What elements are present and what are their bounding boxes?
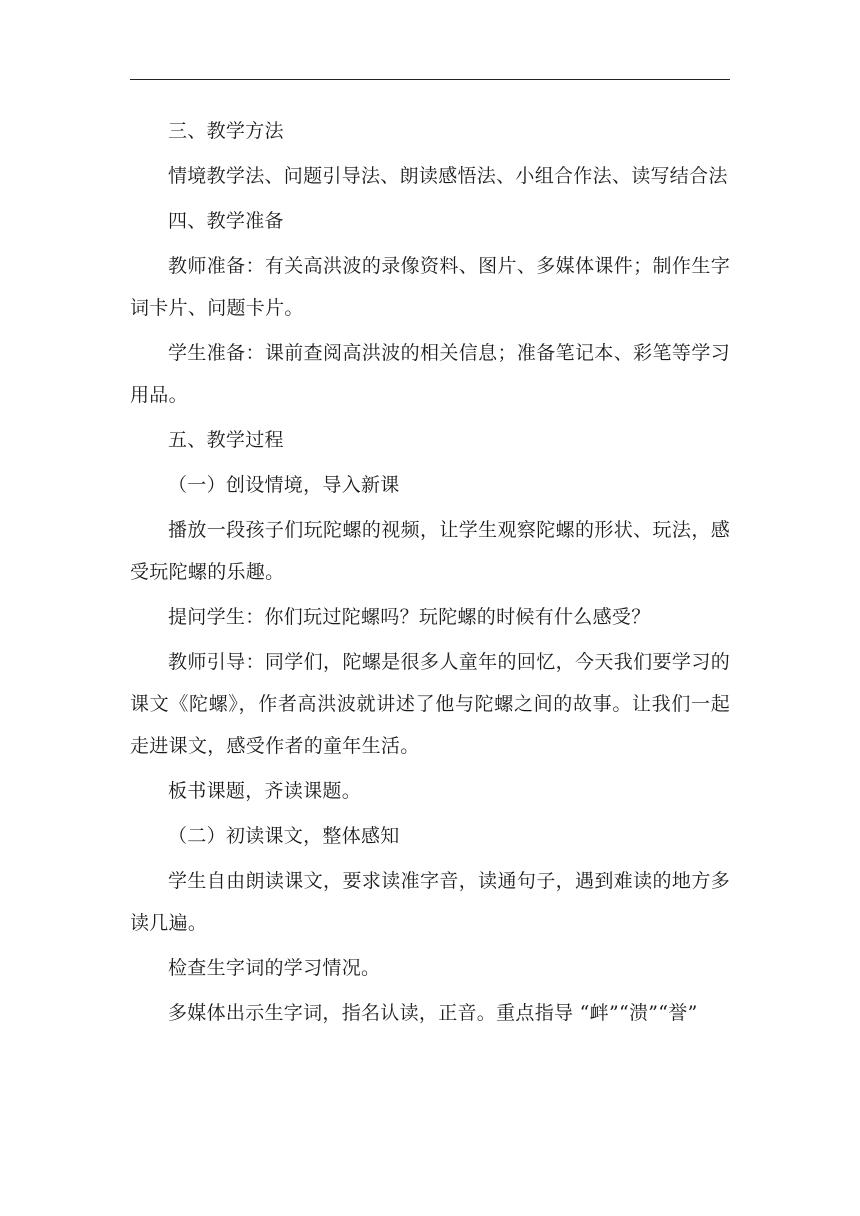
section-heading-teaching-process: 五、教学过程 (168, 429, 284, 451)
header-rule (130, 79, 730, 80)
paragraph-play-video: 播放一段孩子们玩陀螺的视频，让学生观察陀螺的形状、玩法，感受玩陀螺的乐趣。 (130, 519, 730, 583)
subheading-create-situation: （一）创设情境，导入新课 (168, 474, 400, 496)
paragraph-teacher-preparation: 教师准备：有关高洪波的录像资料、图片、多媒体课件；制作生字词卡片、问题卡片。 (130, 255, 730, 319)
section-heading-teaching-preparation: 四、教学准备 (168, 210, 284, 232)
paragraph-ask-students: 提问学生：你们玩过陀螺吗？玩陀螺的时候有什么感受？ (168, 606, 651, 628)
paragraph-teaching-methods: 情境教学法、问题引导法、朗读感悟法、小组合作法、读写结合法 (168, 165, 728, 187)
paragraph-teacher-guidance: 教师引导：同学们，陀螺是很多人童年的回忆，今天我们要学习的课文《陀螺》，作者高洪波就讲述了他与陀螺之间的故事。让我们一起走进课文，感受作者的童年生活。 (130, 651, 730, 757)
paragraph-board-title: 板书课题，齐读课题。 (168, 780, 362, 802)
paragraph-student-preparation: 学生准备：课前查阅高洪波的相关信息；准备笔记本、彩笔等学习用品。 (130, 342, 730, 406)
document-body (130, 110, 730, 1034)
section-heading-teaching-methods: 三、教学方法 (168, 120, 284, 142)
paragraph-check-vocabulary: 检查生字词的学习情况。 (168, 957, 381, 979)
subheading-first-reading: （二）初读课文，整体感知 (168, 825, 400, 847)
paragraph-free-reading: 学生自由朗读课文，要求读准字音，读通句子，遇到难读的地方多读几遍。 (130, 870, 730, 934)
paragraph-multimedia-vocabulary: 多媒体出示生字词，指名认读，正音。重点指导 “衅”“溃”“誉” (168, 1002, 698, 1024)
